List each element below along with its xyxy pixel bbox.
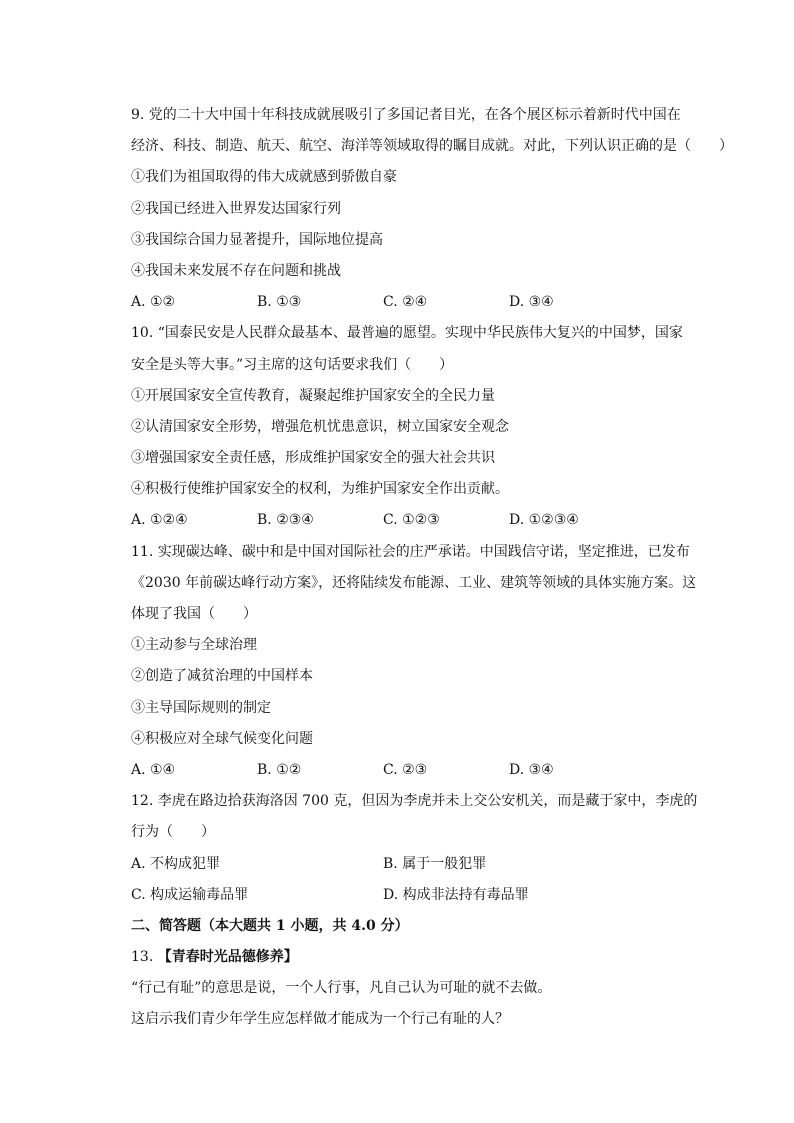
statement: ①我们为祖国取得的伟大成就感到骄傲自豪 [131,169,397,186]
statement: ②我国已经进入世界发达国家行列 [131,200,341,217]
statement: ④积极应对全球气候变化问题 [131,730,313,747]
question-stem-line: 10. “国泰民安是人民群众最基本、最普遍的愿望。实现中华民族伟大复兴的中国梦，国家 [131,325,683,342]
question-stem-line: 经济、科技、制造、航天、航空、海洋等领域取得的瞩目成就。对此，下列认识正确的是（ ） [131,138,733,155]
question-number: 13. [131,949,158,966]
option-a: A. ①② [131,294,176,311]
statement: ③主导国际规则的制定 [131,699,271,716]
question-text-line: “行己有耻”的意思是说，一个人行事，凡自己认为可耻的就不去做。 [131,980,552,997]
answer-options [131,287,731,318]
option-b: B. 属于一般犯罪 [383,855,487,872]
option-a: A. ①②④ [131,512,188,529]
question-13 [131,942,731,1036]
option-b: B. ②③④ [257,512,314,529]
question-stem-line: 体现了我国（ ） [131,606,257,622]
question-stem-line: 11. 实现碳达峰、碳中和是中国对国际社会的庄严承诺。中国践信守诺，坚定推进，已发布 [131,543,690,560]
question-10 [131,318,731,536]
option-c: C. ①②③ [383,512,440,529]
option-c: C. 构成运输毒品罪 [131,886,249,903]
question-12 [131,786,731,911]
exam-content [131,100,731,1036]
question-stem-line: 9. 党的二十大中国十年科技成就展吸引了多国记者目光，在各个展区标示着新时代中国在 [131,107,681,123]
question-stem-line: 行为（ ） [131,824,215,841]
option-c: C. ②④ [383,294,428,311]
question-stem-line: 《2030 年前碳达峰行动方案》，还将陆续发布能源、工业、建筑等领域的具体实施方案。这 [131,574,697,591]
answer-options [131,755,731,786]
question-text-line: 这启示我们青少年学生应怎样做才能成为一个行己有耻的人？ [131,1011,509,1028]
question-13-header [131,942,731,973]
question-tag: 【青春时光品德修养】 [157,949,298,966]
statement: ②创造了减贫治理的中国样本 [131,668,313,685]
option-b: B. ①② [257,761,302,778]
option-d: D. 构成非法持有毒品罪 [383,886,529,903]
statement: ③增强国家安全责任感，形成维护国家安全的强大社会共识 [131,450,495,467]
statement: ①主动参与全球治理 [131,637,257,654]
option-b: B. ①③ [257,294,302,311]
statement: ②认清国家安全形势，增强危机忧患意识，树立国家安全观念 [131,418,509,435]
statement: ③我国综合国力显著提升，国际地位提高 [131,231,383,248]
question-11 [131,537,731,787]
answer-options [131,505,731,536]
option-a: A. ①④ [131,761,176,778]
answer-options-row-2 [131,880,731,911]
option-d: D. ①②③④ [509,512,579,529]
answer-options-row-1 [131,849,731,880]
option-d: D. ③④ [509,294,554,311]
option-c: C. ②③ [383,761,428,778]
section-title: 二、简答题（本大题共 1 小题，共 4.0 分） [131,917,409,934]
statement: ④积极行使维护国家安全的权利，为维护国家安全作出贡献。 [131,481,509,498]
option-a: A. 不构成犯罪 [131,855,221,872]
option-d: D. ③④ [509,761,554,778]
question-9 [131,100,731,318]
question-stem-line: 安全是头等大事。”习主席的这句话要求我们（ ） [131,356,454,373]
statement: ①开展国家安全宣传教育，凝聚起维护国家安全的全民力量 [131,387,495,404]
question-stem-line: 12. 李虎在路边拾获海洛因 700 克，但因为李虎并未上交公安机关，而是藏于家中，李虎的 [131,793,698,810]
statement: ④我国未来发展不存在问题和挑战 [131,262,341,279]
